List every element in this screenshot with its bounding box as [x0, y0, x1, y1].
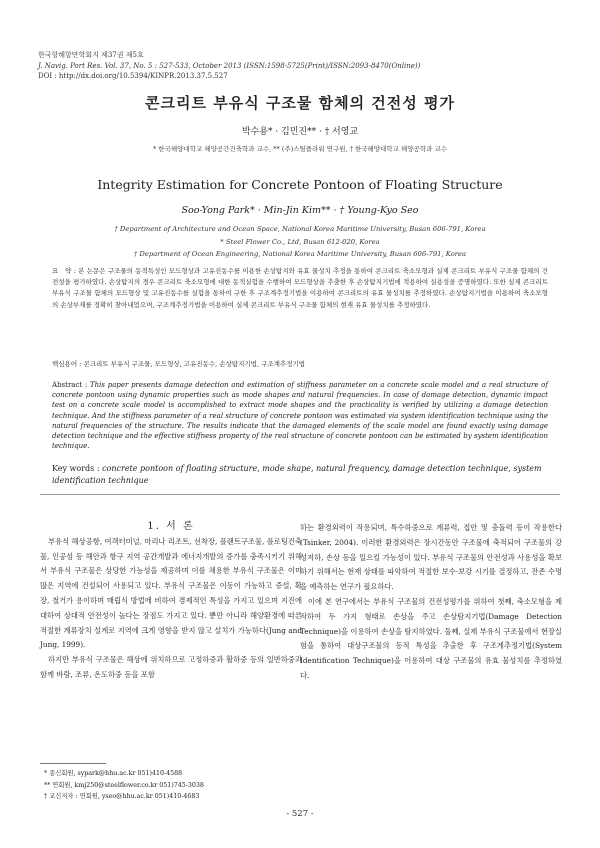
abstract-english-label: Abstract :	[52, 381, 90, 389]
affiliation-line: † Department of Ocean Engineering, National Korea Maritime University, Busan 606-791, Korea	[133, 250, 467, 259]
footnote: ** 연회원, kmj250@steelflower.co.kr 051)745-3038	[44, 781, 204, 789]
footnote-divider	[40, 763, 106, 764]
body-paragraph: 하지만 부유식 구조물은 해상에 위치하므로 고정하중과 활하중 등의 일반하중과 함께 바람, 조류, 온도하중 등을 포함	[40, 655, 302, 679]
authors-korean: 박수용* · 김민진** · † 서영교	[241, 127, 359, 137]
body-paragraph: 하는 환경외력이 작용되며, 특수하중으로 계류력, 접안 및 충돌력 등이 작용한다(Tsinker, 2004). 이러한 환경외력은 장시간동안 구조물에 축적되어 구조물의 강성저하, 손상 등을 일으킬 가능성이 있다. 부유식 구조물의 안전성과 사용성을 확보하기 위해서는 현재 상태를 파악하여 적절한 보수·보강 시기를 결정하고, 잔존 수명을 예측하는 연구가 필요하다.	[300, 523, 562, 592]
abstract-english	[52, 380, 548, 451]
affiliations-english	[0, 223, 600, 261]
affiliations-korean: * 한국해양대학교 해양공간건축학과 교수, ** (주)스틸플라워 연구원, † 한국해양대학교 해양공학과 교수	[152, 145, 448, 153]
page-number: - 527 -	[286, 809, 314, 819]
footnote: * 종신회원, sypark@hhu.ac.kr 051)410-4588	[44, 770, 183, 777]
body-paragraph: 부유식 해상공항, 여객터미널, 마리나 리조트, 선착장, 플랜트구조물, 플로팅건축물, 인공섬 등 해안과 항구 지역 공간개발과 에너지개발의 증가를 충족시키기 위해서 부유식 구조물은 상당한 가능성을 제공하며 이를 채용한 부유식 구조물은 이미 많은 지역에 건설되어 사용되고 있다. 부유식 구조물은 이동이 가능하고 증설, 확장, 철거가 용이하며 매립식 방법에 비하여 경제적인 특성을 가지고 있으며 지진에 대하여 상대적 안전성이 높다는 장점도 가지고 있다. 뿐만 아니라 해양환경에 따른 적절한 계류장치 설계로 지역에 크게 영향을 받지 않고 설치가 가능하다(Jung and Jung, 1999).	[40, 536, 302, 650]
section-heading: 1. 서 론	[147, 521, 195, 532]
footnotes	[44, 768, 204, 803]
keywords-korean-label: 핵심용어 :	[52, 360, 84, 368]
body-column-left	[40, 520, 302, 683]
doi-link[interactable]: DOI : http://dx.doi.org/10.5394/KINPR.2013.37.5.527	[38, 72, 228, 80]
footnote: † 교신저자 : 연회원, yseo@hhu.ac.kr 051)410-4683	[44, 793, 200, 801]
keywords-english	[52, 463, 548, 487]
body-column-right	[300, 521, 562, 684]
journal-citation: J. Navig. Port Res. Vol. 37, No. 5 : 527-533, October 2013 (ISSN:1598-5725(Print)/ISSN:2093-8470(Online))	[38, 61, 421, 70]
affiliation-line: † Department of Architecture and Ocean Space, National Korea Maritime University, Busan 606-791, Korea	[114, 225, 486, 233]
affiliation-line: * Steel Flower Co., Ltd, Busan 612-020, Korea	[220, 237, 380, 246]
title-english: Integrity Estimation for Concrete Pontoon of Floating Structure	[97, 177, 503, 192]
body-paragraph: 이에 본 연구에서는 부유식 구조물의 건전성평가를 위하여 첫째, 축소모형을 제작하여 두 가지 형태로 손상을 주고 손상탐지기법(Damage Detection Technique)을 이용하여 손상을 탐지하였다. 둘째, 실제 부유식 구조물에서 현장실험을 통하여 대상구조물의 동적 특성을 추출한 후 구조계추정기법(System Identification Technique)을 이용하여 대상 구조물의 유효 물성치를 추정하였다.	[300, 596, 562, 680]
keywords-korean	[52, 359, 548, 368]
divider	[40, 494, 560, 495]
journal-header	[38, 50, 420, 82]
abstract-english-text: This paper presents damage detection and estimation of stiffness parameter on a concrete scale model and a real structure of concrete pontoon using dynamic properties such as mode shapes and natural frequencies. In case of damage detection, dynamic impact test on a concrete scale model is accomplished to extract mode shapes and the practicality is verified by utilizing a damage detection technique. And the stiffness parameter of a real structure of concrete pontoon was estimated via system identification technique using the natural frequencies of the structure. The results indicate that the damaged elements of the scale model are found exactly using damage detection technique and the effective stiffness property of the real structure of concrete pontoon can be estimated by system identification technique.	[52, 381, 548, 451]
journal-name: 한국항해항만학회지 제37권 제5호	[38, 51, 144, 59]
keywords-english-label: Key words :	[52, 464, 103, 473]
abstract-korean-label: 요 약 :	[52, 267, 79, 275]
keywords-korean-text: 콘크리트 부유식 구조물, 모드형상, 고유진동수, 손상탐지기법, 구조계추정기법	[83, 360, 306, 368]
title-korean: 콘크리트 부유식 구조물 함체의 건전성 평가	[145, 94, 455, 112]
authors-english: Soo-Yong Park* · Min-Jin Kim** · † Young-Kyo Seo	[181, 205, 419, 216]
abstract-korean-text: 본 논문은 구조물의 동적특성인 모드형상과 고유진동수를 이용한 손상탐지와 유효 물성치 추정을 통하여 콘크리트 축소모형과 실제 콘크리트 부유식 구조물 함체의 건전성을 평가하였다. 손상탐지의 경우 콘크리트 축소모형에 대한 동적실험을 수행하여 모드형상을 추출한 후 손상탐지기법에 적용하여 실용성을 증명하였다. 또한 실제 콘크리트 부유식 구조물 함체의 모드형상 및 고유진동수를 실험을 통하여 구한 후 구조계추정기법을 이용하여 콘크리트의 유효 물성치를 추정하였다. 손상탐지기법을 이용하여 축소모형의 손상부재를 정확히 찾아내었으며, 구조계추정기법을 이용하여 실제 콘크리트 부유식 구조물 함체의 현재 유효 물성치를 추정하였다.	[52, 267, 548, 309]
keywords-english-text: concrete pontoon of floating structure, mode shape, natural frequency, damage detection technique, system identification technique	[52, 464, 542, 485]
abstract-korean	[52, 266, 548, 311]
